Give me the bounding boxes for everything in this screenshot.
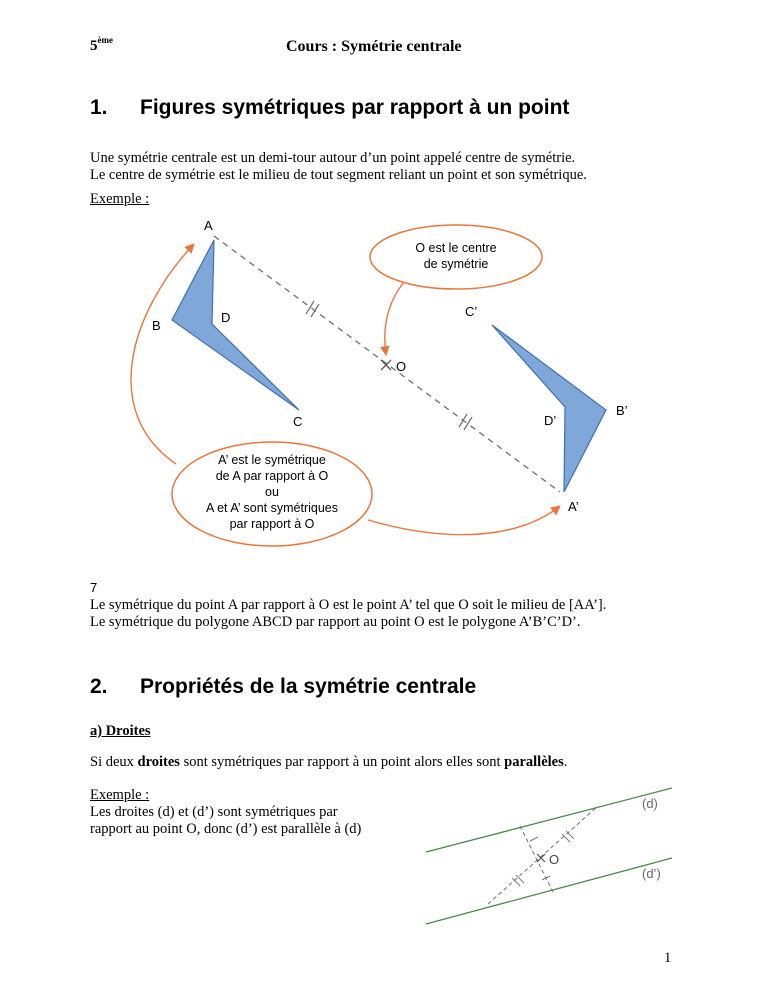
definition-line-1: Une symétrie centrale est un demi-tour autour d’un point appelé centre de symétrie.	[90, 150, 576, 166]
construction-lines	[488, 806, 598, 904]
label-d-prime: (d’)	[642, 866, 661, 881]
label-o-2: O	[549, 852, 560, 867]
bubble-sym-line-5: par rapport à O	[229, 517, 315, 531]
property-line: Si deux droites sont symétriques par rapport à un point alors elles sont parallèles.	[90, 754, 568, 770]
label-c: C	[293, 414, 303, 429]
label-d: (d)	[642, 796, 658, 811]
example-label: Exemple :	[90, 191, 150, 207]
example-2-line-1: Les droites (d) et (d’) sont symétriques par	[90, 804, 338, 820]
arrow-to-a-prime	[368, 506, 560, 535]
label-b-prime: B’	[616, 403, 628, 418]
bubble-sym-line-2: de A par rapport à O	[215, 469, 329, 483]
bubble-sym-line-1: A’ est le symétrique	[218, 453, 326, 467]
section-2-heading: 2. Propriétés de la symétrie centrale	[90, 675, 477, 698]
label-o: O	[396, 359, 407, 374]
page-number: 1	[664, 950, 672, 966]
equal-length-marks	[306, 301, 472, 430]
bubble-center-line-2: de symétrie	[423, 257, 489, 271]
bubble-sym-line-4: A et A’ sont symétriques	[205, 501, 339, 515]
class-level: 5ème	[90, 35, 113, 54]
label-c-prime: C’	[465, 304, 478, 319]
document-title: Cours : Symétrie centrale	[286, 38, 462, 55]
example-2-label: Exemple :	[90, 787, 150, 803]
example-2-line-2: rapport au point O, donc (d’) est parallèle à (d)	[90, 821, 362, 837]
bubble-sym-line-3: ou	[265, 485, 279, 499]
center-o-mark	[381, 360, 391, 370]
subsection-a-heading: a) Droites	[90, 723, 151, 739]
label-d-prime: D’	[544, 413, 557, 428]
bubble-center-line-1: O est le centre	[415, 241, 497, 255]
label-a: A	[204, 218, 213, 233]
figure-number: 7	[90, 580, 98, 595]
parallel-lines-figure	[420, 776, 680, 936]
definition-line-2: Le centre de symétrie est le milieu de tout segment reliant un point et son symétrique.	[90, 167, 587, 183]
central-symmetry-figure	[90, 212, 670, 572]
conclusion-line-1: Le symétrique du point A par rapport à O est le point A’ tel que O soit le milieu de [AA’].	[90, 597, 607, 613]
arrow-to-a	[131, 244, 194, 464]
line-d-prime	[426, 858, 672, 924]
label-a-prime: A’	[568, 499, 579, 514]
arrow-to-center	[385, 282, 404, 355]
section-1-heading: 1. Figures symétriques par rapport à un point	[90, 96, 570, 119]
polygon-a-prime-b-prime-c-prime-d-prime	[492, 325, 606, 492]
line-d	[426, 788, 672, 852]
equal-length-marks-2	[512, 831, 574, 886]
label-d: D	[221, 310, 231, 325]
center-o-mark-2	[537, 854, 545, 862]
conclusion-line-2: Le symétrique du polygone ABCD par rapport au point O est le polygone A’B’C’D’.	[90, 614, 581, 630]
label-b: B	[152, 318, 161, 333]
polygon-abcd	[172, 240, 299, 410]
